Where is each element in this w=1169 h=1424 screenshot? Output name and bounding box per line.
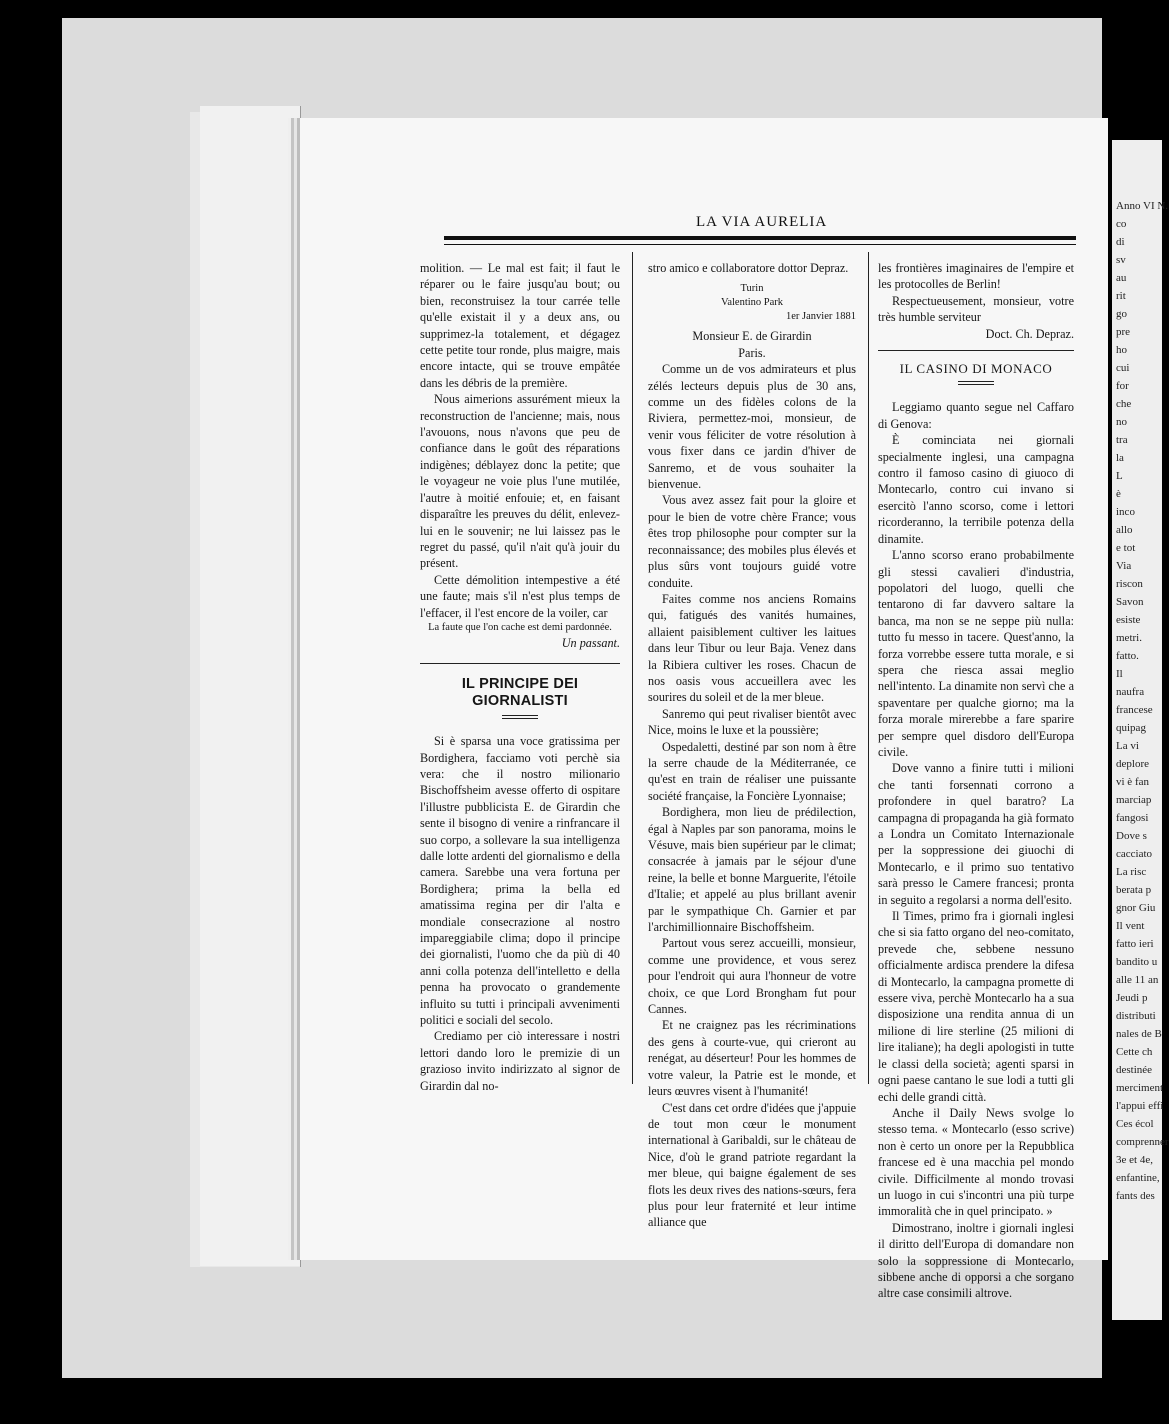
letter-date: 1er Janvier 1881 <box>786 311 856 323</box>
edge-text-fragment: cacciato <box>1116 848 1153 860</box>
edge-text-fragment: esiste <box>1116 614 1141 626</box>
letter-place: Valentino Park <box>720 297 784 309</box>
article-paragraph: Dimostrano, inoltre i giornali inglesi il diritto dell'Europa di domandare non solo la soppressione di Montecarlo, sibbene anche di opporsi a che sorgano altre case consimili altrove. <box>878 1220 1074 1301</box>
edge-text-fragment: Anno VI N. <box>1116 200 1169 212</box>
edge-text-fragment: distributi <box>1116 1010 1156 1022</box>
section-rule <box>420 663 620 664</box>
edge-text-fragment: Dove s <box>1116 830 1147 842</box>
masthead-rule <box>444 236 1076 240</box>
edge-text-fragment: au <box>1116 272 1127 284</box>
masthead-title: LA VIA AURELIA <box>696 214 828 230</box>
adjacent-page-fragment <box>1112 140 1169 1320</box>
edge-text-fragment: cui <box>1116 362 1130 374</box>
edge-text-fragment: è <box>1116 488 1121 500</box>
letter-closing: Respectueusement, monsieur, votre très humble serviteur <box>878 293 1074 325</box>
edge-text-fragment: alle 11 an <box>1116 974 1159 986</box>
article-paragraph: Nous aimerions assurément mieux la reconstruction de l'ancienne; mais, nous l'avouons, nous n'avons que peu de confiance dans le goût des réparations indigènes; déblayez donc la petite; que le voyageur ne voie plus l'une mutilée, l'autre à moitié enfouie; et, en faisant disparaître les preuves du délit, enlevez-lui en le souvenir; ne lui laissez pas le regret du passé, qu'il n'ait qu'à jouir du présent. <box>420 392 620 571</box>
letter-signature: Doct. Ch. Depraz. <box>985 326 1074 341</box>
article-heading: IL CASINO DI MONACO <box>899 361 1053 377</box>
article-paragraph: Comme un de vos admirateurs et plus zélés lecteurs depuis plus de 30 ans, comme un des fidèles colons de la Riviera, permettez-moi, monsieur, de venir vous féliciter de votre résolution à vous fixer dans ce jardin d'hiver de Sanremo, et de vous souhaiter la bienvenue. <box>648 362 856 492</box>
article-paragraph: les frontières imaginaires de l'empire et les protocolles de Berlin! <box>878 261 1074 292</box>
article-paragraph: Partout vous serez accueilli, monsieur, comme une providence, et vous serez pour l'endroit qui aura l'honneur de votre choix, ce que Lord Brongham fut pour Cannes. <box>648 936 856 1017</box>
column-3 <box>878 260 1074 1302</box>
article-paragraph: molition. — Le mal est fait; il faut le réparer ou le faire jusqu'au bout; ou bien, reconstruisez la tour carrée telle qu'elle existait il y a deux ans, ou supprimez-la totalement, et dégagez cette petite tour ronde, plus maigre, mais encore intacte, qui se trouve empâtée dans les débris de la première. <box>420 261 620 390</box>
column-divider <box>868 252 869 1084</box>
edge-text-fragment: vi è fan <box>1116 776 1149 788</box>
edge-text-fragment: naufra <box>1116 686 1145 698</box>
signature: Un passant. <box>561 635 620 650</box>
article-paragraph: Vous avez assez fait pour la gloire et pour le bien de votre chère France; vous êtes trop philosophe pour compter sur la reconnaissance; des mobiles plus élevés et plus sûrs vont toujours guidé votre conduite. <box>648 493 856 590</box>
edge-text-fragment: tra <box>1116 434 1128 446</box>
edge-text-fragment: che <box>1116 398 1132 410</box>
edge-text-fragment: inco <box>1116 506 1135 518</box>
edge-text-fragment: 3e et 4e, <box>1116 1154 1153 1166</box>
edge-text-fragment: Jeudi p <box>1116 992 1148 1004</box>
edge-text-fragment: nales de B <box>1116 1028 1162 1040</box>
edge-text-fragment: pre <box>1116 326 1131 338</box>
edge-text-fragment: fants des <box>1116 1190 1155 1202</box>
article-paragraph: Anche il Daily News svolge lo stesso tema. « Montecarlo (esso scrive) non è certo un onore per la Repubblica francese ed è una macchia pel mondo civile. Difficilmente al mondo trovasi un luogo in cui s'incontri una più turpe immoralità che in quel principato. » <box>878 1105 1074 1219</box>
edge-text-fragment: e tot <box>1116 542 1136 554</box>
edge-text-fragment: metri. <box>1116 632 1142 644</box>
edge-text-fragment: la <box>1116 452 1124 464</box>
letter-addressee: Monsieur E. de Girardin <box>692 329 812 344</box>
article-paragraph: Ospedaletti, destiné par son nom à être la serre chaude de la Méditerranée, ce qu'est en train de réaliser une puissante société française, la Foncière Lyonnaise; <box>648 739 856 803</box>
article-paragraph: Leggiamo quanto segue nel Caffaro di Genova: <box>878 400 1074 431</box>
edge-text-fragment: destinée <box>1116 1064 1153 1076</box>
letter-place: Turin <box>740 283 764 295</box>
edge-text-fragment: La vi <box>1116 740 1139 752</box>
article-paragraph: Et ne craignez pas les récriminations des gens à courte-vue, qui crieront au renégat, au déserteur! Pour les hommes de votre valeur, la Patrie est le monde, et leurs œuvres visent à l'humanité! <box>648 1018 856 1099</box>
column-divider <box>632 252 633 1084</box>
edge-text-fragment: ho <box>1116 344 1127 356</box>
article-paragraph: Crediamo per ciò interessare i nostri lettori dando loro le premizie di un grazioso invito indirizzato al signor de Girardin dal no- <box>420 1029 620 1093</box>
article-paragraph: stro amico e collaboratore dottor Depraz. <box>648 261 849 275</box>
masthead-rule-thin <box>444 244 1076 245</box>
article-paragraph: C'est dans cet ordre d'idées que j'appuie de tout mon cœur le monument international à Garibaldi, sur le château de Nice, d'où le grand patriote regardant la mer bleue, qui baigne également de ses flots les deux rives des nations-sœurs, fera plus pour leur fraternité et leur intime alliance que <box>648 1100 856 1230</box>
column-1 <box>420 260 620 1094</box>
edge-text-fragment: di <box>1116 236 1125 248</box>
heading-ornament <box>958 381 994 385</box>
quote-line: La faute que l'on cache est demi pardonnée. <box>428 621 612 633</box>
edge-text-fragment: l'appui effi <box>1116 1100 1164 1112</box>
edge-text-fragment: La risc <box>1116 866 1147 878</box>
edge-text-fragment: comprenner <box>1116 1136 1169 1148</box>
page-stack-edge <box>200 106 301 1266</box>
edge-text-fragment: Il <box>1116 668 1123 680</box>
edge-text-fragment: gnor Giu <box>1116 902 1156 914</box>
edge-text-fragment: riscon <box>1116 578 1143 590</box>
edge-text-fragment: merciment <box>1116 1082 1164 1094</box>
edge-text-fragment: allo <box>1116 524 1133 536</box>
article-heading: IL PRINCIPE DEI GIORNALISTI <box>461 676 579 709</box>
article-paragraph: Sanremo qui peut rivaliser bientôt avec Nice, moins le luxe et la poussière; <box>648 706 856 738</box>
article-paragraph: Il Times, primo fra i giornali inglesi che si sia fatto organo del neo-comitato, prevede che, sebbene nessuno officialmente ardisca prendere la difesa di Montecarlo, la campagna promette di essere viva, perchè Montecarlo ha a sua disposizione una rendita annua di un milione di lire sterline (25 milioni di lire italiane); ha degli apologisti in tutte le classi della società; agenti sparsi in ogni paese cantano le sue lodi a tutti gli echi delle grandi città. <box>878 909 1074 1104</box>
edge-text-fragment: francese <box>1116 704 1153 716</box>
edge-text-fragment: berata p <box>1116 884 1152 896</box>
section-rule <box>878 350 1074 351</box>
edge-text-fragment: sv <box>1116 254 1126 266</box>
article-paragraph: Faites comme nos anciens Romains qui, fatigués des vanités humaines, allaient paisiblement cultiver les laitues dans leur Tibur ou leur Baja. Venez dans la Ribiera cultiver les roses. Chacun de nos oasis vous accueillera avec les sourires du soleil et de la mer bleue. <box>648 591 856 705</box>
article-paragraph: È cominciata nei giornali specialmente inglesi, una campagna contro il famoso casino di giuoco di Montecarlo, contro cui invano si esercitò l'anno scorso, come i lettori ricorderanno, la terribile potenza della dinamite. <box>878 433 1074 546</box>
article-paragraph: Si è sparsa una voce gratissima per Bordighera, facciamo voti perchè sia vera: che il nostro milionario Bischoffsheim avesse offerto di ospitare l'illustre pubblicista E. de Girardin che sente il bisogno di venire a rinfrancare il suo corpo, a sollevare la sua intelligenza dalle lotte ardenti del giornalismo e della camera. Sarebbe una vera fortuna per Bordighera; prima la bella ed amatissima regina per dir l'alta e mondiale consecrazione al nostro impareggiabile clima; dopo il principe dei giornalisti, l'uomo che da più di 40 anni colla potenza dell'intelletto e della penna ha provocato o grandemente influito su tutti i principali avvenimenti politici e sociali del secolo. <box>420 734 620 1028</box>
edge-text-fragment: co <box>1116 218 1127 230</box>
column-2 <box>648 260 856 1231</box>
edge-text-fragment: enfantine, <box>1116 1172 1160 1184</box>
edge-text-fragment: Il vent <box>1116 920 1145 932</box>
heading-ornament <box>502 715 538 719</box>
edge-text-fragment: bandito u <box>1116 956 1158 968</box>
article-paragraph: Cette démolition intempestive a été une faute; mais s'il n'est plus temps de l'effacer, il l'est encore de la voiler, car <box>420 572 620 620</box>
edge-text-fragment: fangosi <box>1116 812 1149 824</box>
edge-text-fragment: no <box>1116 416 1127 428</box>
edge-text-fragment: go <box>1116 308 1127 320</box>
edge-text-fragment: fatto ieri <box>1116 938 1154 950</box>
edge-text-fragment: Cette ch <box>1116 1046 1153 1058</box>
edge-text-fragment: fatto. <box>1116 650 1139 662</box>
edge-text-fragment: Savon <box>1116 596 1144 608</box>
article-paragraph: Dove vanno a finire tutti i milioni che tanti forsennati corrono a profondere in quel baratro? La campagna di propaganda ha già formato a Londra un Comitato Internazionale per la soppressione dei giuochi di Montecarlo, e il primo suo tentativo sarà presso le Camere francesi; pronta in seguito a regolarsi a norma dell'esito. <box>878 761 1074 907</box>
letter-addressee: Paris. <box>738 345 766 360</box>
edge-text-fragment: deplore <box>1116 758 1149 770</box>
edge-text-fragment: rit <box>1116 290 1126 302</box>
edge-text-fragment: Ces écol <box>1116 1118 1154 1130</box>
article-paragraph: Bordighera, mon lieu de prédilection, égal à Naples par son panorama, moins le Vésuve, mais bien supérieur par le climat; consacrée à jamais par le séjour d'une reine, la belle et bonne Marguerite, l'étoile d'Italie; et appelé au plus brillant avenir par le sympathique Ch. Garnier et par l'archimillionnaire Bischoffsheim. <box>648 805 856 935</box>
edge-text-fragment: L <box>1116 470 1123 482</box>
article-paragraph: L'anno scorso erano probabilmente gli stessi cavalieri d'industria, popolatori del luogo, quelli che tentarono di far davvero saltare la banca, ma non se ne seppe più nulla: tutto fu messo in tacere. Quest'anno, la forza vorrebbe essere tutta morale, e si spera che riesca assai meglio nell'intento. La dinamite non servì che a spaventare per qualche giorno; ma la forza morale mirerebbe a fare sparire per sempre quel disdoro dell'Europa civile. <box>878 548 1074 759</box>
edge-text-fragment: Via <box>1116 560 1132 572</box>
edge-text-fragment: for <box>1116 380 1129 392</box>
edge-text-fragment: marciap <box>1116 794 1152 806</box>
edge-text-fragment: quipag <box>1116 722 1146 734</box>
